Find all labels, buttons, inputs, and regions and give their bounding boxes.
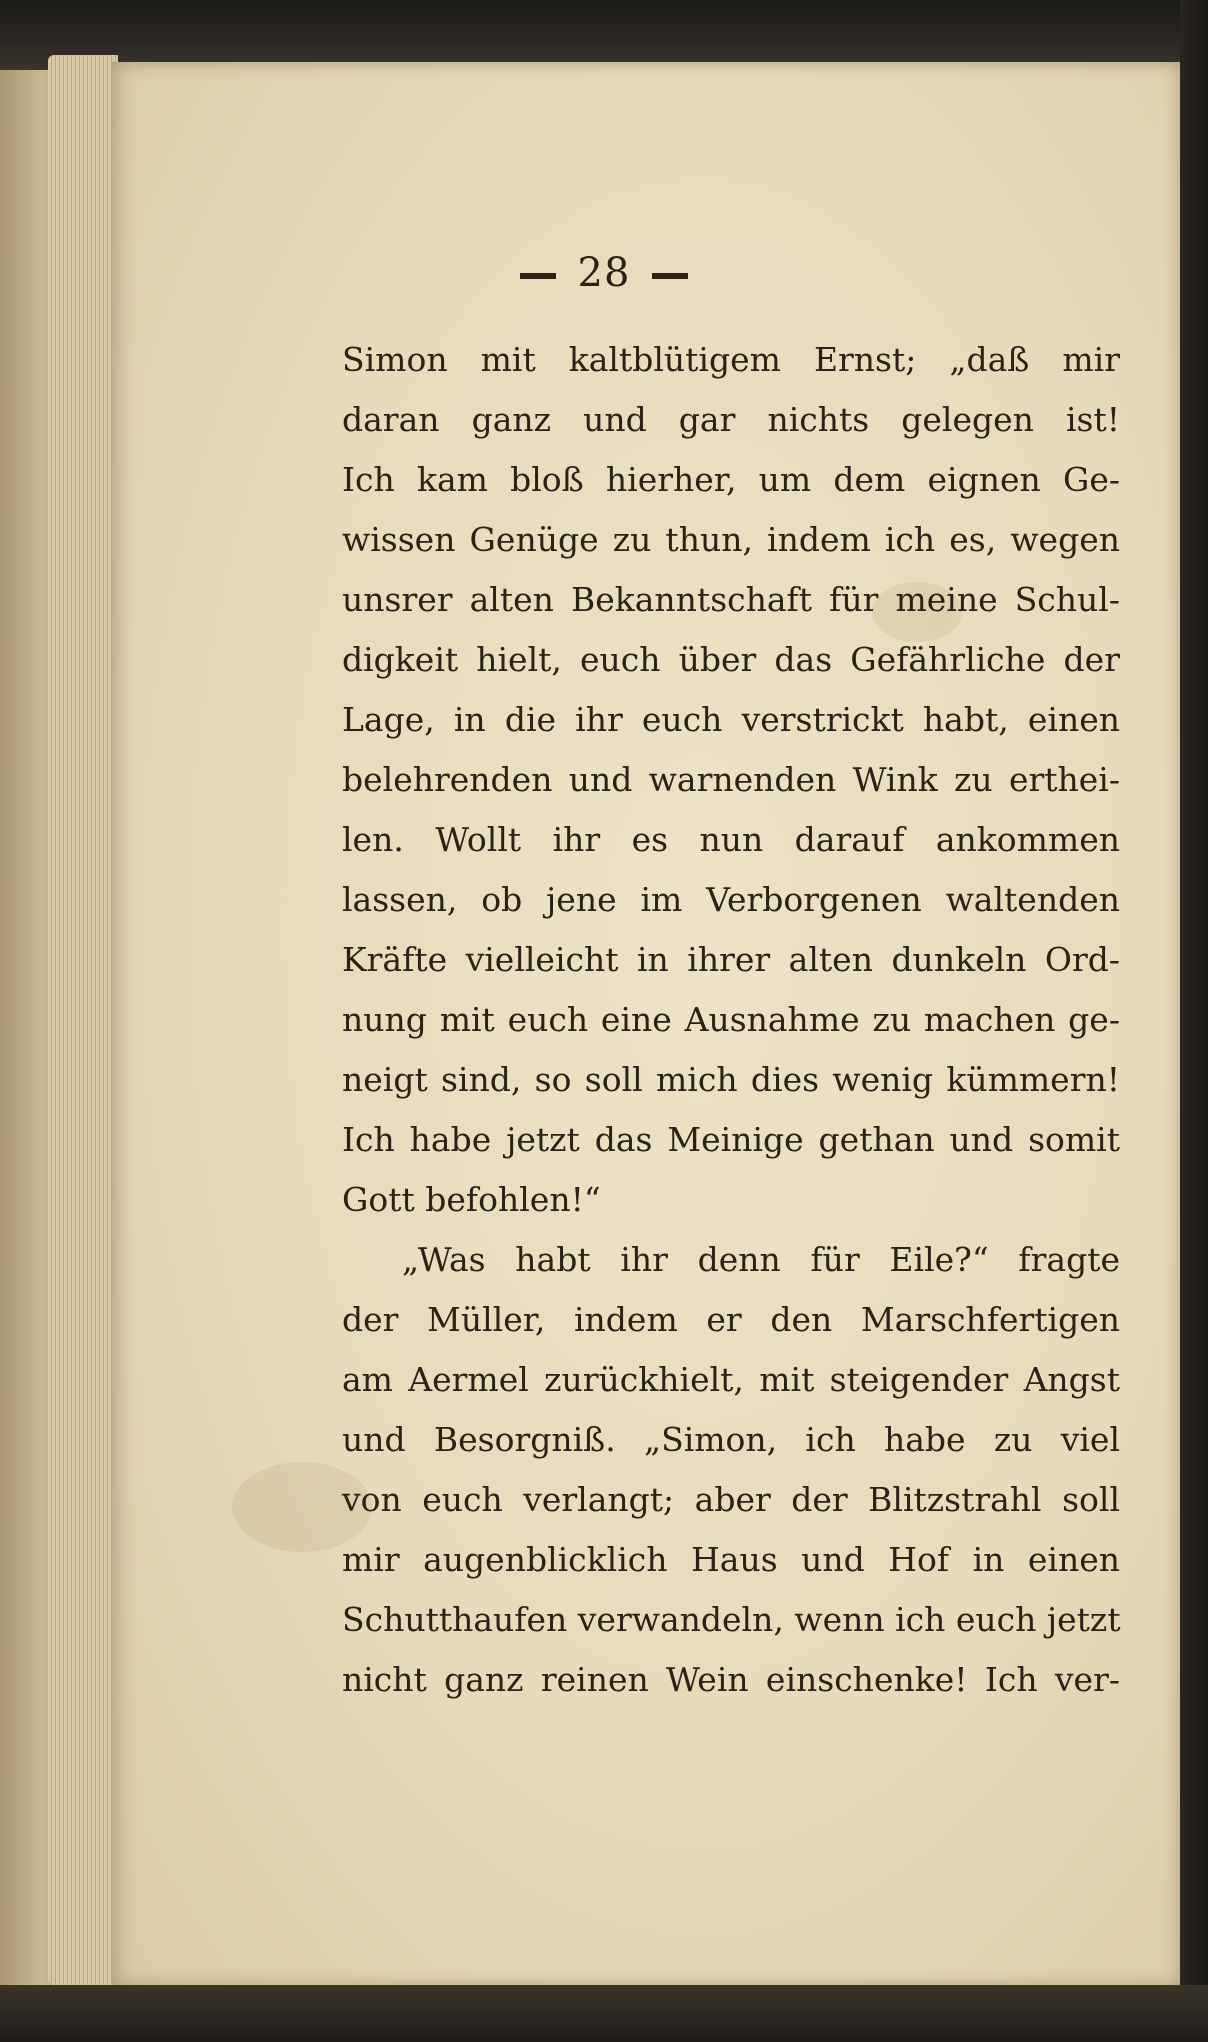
book-cover-top [0, 0, 1208, 70]
text-line: Ich kam bloß hierher, um dem eignen Ge- [342, 460, 1120, 499]
text-line: daran ganz und gar nichts gelegen ist! [342, 400, 1120, 439]
body-text [342, 330, 1120, 1710]
text-line: nung mit euch eine Ausnahme zu machen ge- [342, 1000, 1120, 1039]
text-line: belehrenden und warnenden Wink zu erthei- [342, 760, 1120, 799]
page-number-header [0, 250, 1208, 296]
text-line: und Besorgniß. „Simon, ich habe zu viel [342, 1420, 1120, 1459]
text-line: Simon mit kaltblütigem Ernst; „daß mir [342, 340, 1120, 379]
dash-right [652, 273, 688, 279]
text-line: Lage, in die ihr euch verstrickt habt, einen [342, 700, 1120, 739]
text-line: wissen Genüge zu thun, indem ich es, wegen [342, 520, 1120, 559]
text-line: digkeit hielt, euch über das Gefährliche der [342, 640, 1120, 679]
text-line: lassen, ob jene im Verborgenen waltenden [342, 880, 1120, 919]
text-line-paragraph-start: „Was habt ihr denn für Eile?“ fragte [402, 1240, 1120, 1279]
text-line: von euch verlangt; aber der Blitzstrahl soll [342, 1480, 1120, 1519]
dash-left [520, 273, 556, 279]
page-edges [48, 55, 118, 1985]
book-cover-bottom [0, 1985, 1208, 2042]
text-line-paragraph-end: Gott befohlen!“ [342, 1180, 601, 1219]
page-number: 28 [577, 250, 631, 296]
text-line: Kräfte vielleicht in ihrer alten dunkeln Ord- [342, 940, 1120, 979]
book-cover-right [1180, 0, 1208, 2042]
text-line: der Müller, indem er den Marschfertigen [342, 1300, 1120, 1339]
text-line: unsrer alten Bekanntschaft für meine Schul- [342, 580, 1120, 619]
text-line: nicht ganz reinen Wein einschenke! Ich ver- [342, 1660, 1120, 1699]
text-line: Schutthaufen verwandeln, wenn ich euch jetzt [342, 1600, 1121, 1639]
text-line: am Aermel zurückhielt, mit steigender Angst [342, 1360, 1120, 1399]
text-line: len. Wollt ihr es nun darauf ankommen [342, 820, 1120, 859]
text-line: mir augenblicklich Haus und Hof in einen [342, 1540, 1120, 1579]
text-line: Ich habe jetzt das Meinige gethan und somit [342, 1120, 1120, 1159]
text-line: neigt sind, so soll mich dies wenig kümmern! [342, 1060, 1120, 1099]
